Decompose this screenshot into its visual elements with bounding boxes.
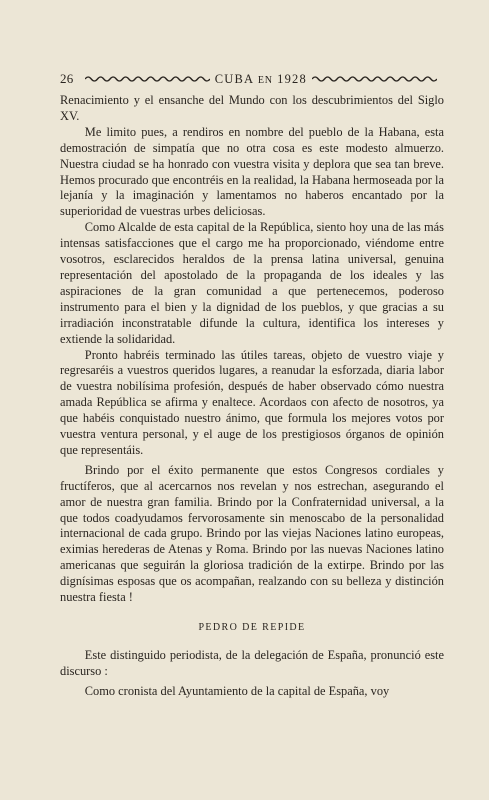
page-body [60, 93, 444, 700]
page-number: 26 [60, 71, 74, 86]
speaker-heading: PEDRO DE REPIDE [198, 622, 306, 633]
running-header [60, 70, 442, 88]
title-year: 1928 [277, 71, 307, 86]
paragraph: Brindo por el éxito permanente que estos Congresos cordiales y fructíferos, que al acercarnos nos revelan y nos estrechan, asegurando el amor de nuestra gran familia. Brindo por la Confraternidad universal, a la que todos coadyudamos fervorosamente sin menoscabo de la personalidad internacional de cada grupo. Brindo por las viejas Naciones latino europeas, eximias herederas de Atenas y Roma. Brindo por las nuevas Naciones latino americanas que seguirán la gloriosa tradición de la extirpe. Brindo por las dignísimas esposas que os acompañan, realzando con su belleza y distinción nuestra fiesta ! [60, 462, 444, 605]
title-main: CUBA [214, 71, 254, 86]
paragraph: Pronto habréis terminado las útiles tareas, objeto de vuestro viaje y regresaréis a vuestros queridos lugares, a reanudar la esforzada, diaria labor de vuestra nobilísima profesión, después de haber observado cómo nuestra amada República se afirma y enaltece. Acordaos con afecto de nosotros, ya que habéis conquistado nuestro ánimo, que formula los mejores votos por vuestra ventura personal, y el auge de los prestigiosos órganos de opinión que representáis. [60, 347, 444, 457]
wavy-rule-left [85, 75, 210, 83]
title-small: EN [257, 74, 273, 86]
paragraph: Como cronista del Ayuntamiento de la capital de España, voy [84, 683, 390, 698]
paragraph: Este distinguido periodista, de la delegación de España, pronunció este discurso : [60, 647, 444, 678]
paragraph: Como Alcalde de esta capital de la República, siento hoy una de las más intensas satisfacciones que el cargo me ha proporcionado, viéndome entre vosotros, esclarecidos heraldos de la prensa latina universal, genuina representación del apostolado de la propaganda de los ideales y las aspiraciones de la gran comunidad a que pertenecemos, poderoso instrumento para el bien y la dignidad de los pueblos, y que gracias a su irradiación inconstratable difunde la cultura, identifica los intereses y extiende la solidaridad. [60, 220, 444, 346]
running-title [215, 72, 307, 87]
paragraph: Me limito pues, a rendiros en nombre del pueblo de la Habana, esta demostración de simpatía que no otra cosa es este modesto almuerzo. Nuestra ciudad se ha honrado con vuestra visita y deplora que sea tan breve. Hemos procurado que encontréis en la realidad, la Habana hermoseada por la lejanía y la imaginación y lamentamos no haberos encantado por la superioridad de vuestras urbes deliciosas. [60, 124, 444, 219]
paragraph-continuation: Renacimiento y el ensanche del Mundo con los descubrimientos del Siglo XV. [60, 93, 444, 123]
wavy-rule-right [312, 75, 437, 83]
